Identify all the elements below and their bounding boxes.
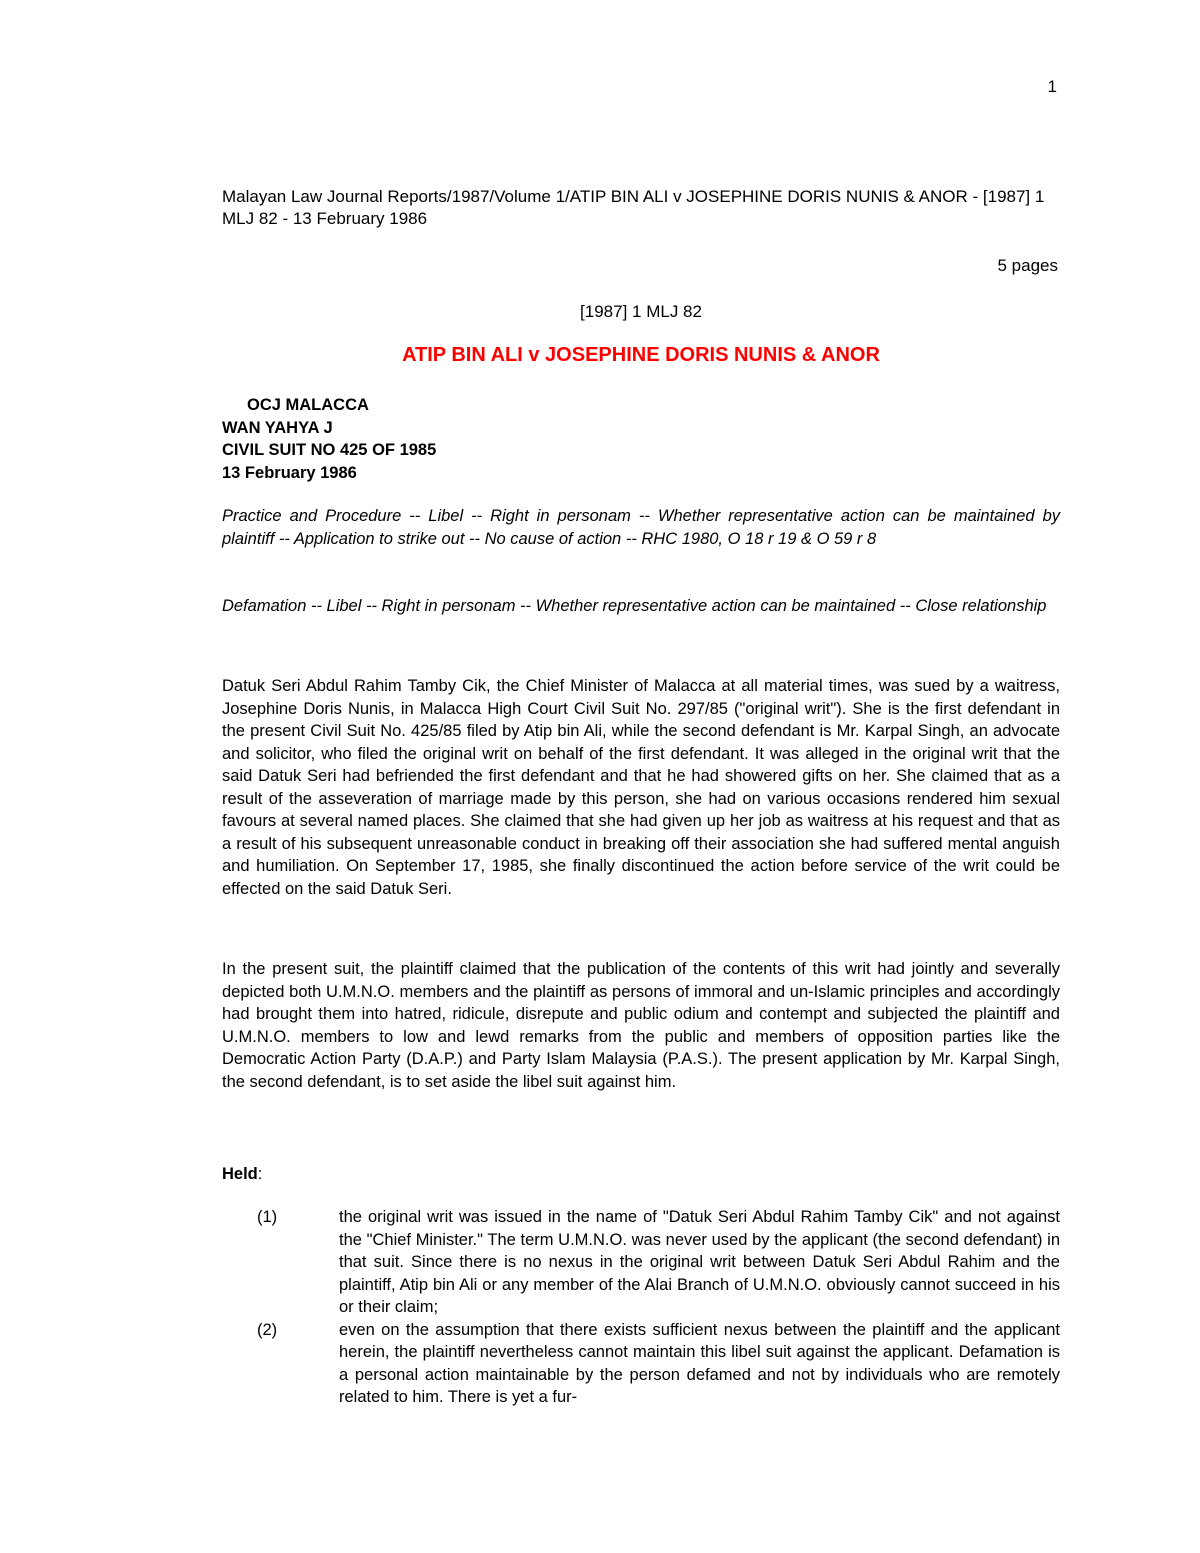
facts-paragraph: Datuk Seri Abdul Rahim Tamby Cik, the Chief Minister of Malacca at all material times, was sued by a waitress, Josephine Doris Nunis, in Malacca High Court Civil Suit No. 297/85 ("original writ"). She is the first defendant in the present Civil Suit No. 425/85 filed by Atip bin Ali, while the second defendant is Mr. Karpal Singh, an advocate and solicitor, who filed the original writ on behalf of the first defendant. It was alleged in the original writ that the said Datuk Seri had befriended the first defendant and that he had showered gifts on her. She claimed that as a result of the asseveration of marriage made by this person, she had on various occasions rendered him sexual favours at several named places. She claimed that she had given up her job as waitress at his request and that as a result of his subsequent unreasonable conduct in breaking off their association she had suffered mental anguish and humiliation. On September 17, 1985, she finally discontinued the action before service of the writ could be effected on the said Datuk Seri. [222,677,1060,898]
judge-name: WAN YAHYA J [222,418,333,437]
pages-count: 5 pages [997,256,1058,275]
page-number: 1 [1047,77,1057,96]
held-item-text: the original writ was issued in the name of "Datuk Seri Abdul Rahim Tamby Cik" and not against the "Chief Minister." The term U.M.N.O. was never used by the applicant (the second defendant) in that suit. Since there is no nexus in the original writ between Datuk Seri Abdul Rahim and the plaintiff, Atip bin Ali or any member of the Alai Branch of U.M.N.O. obviously cannot succeed in his or their claim; [339,1208,1060,1316]
held-list [222,1206,1060,1409]
held-item-number: (2) [257,1320,278,1339]
court-name: OCJ MALACCA [247,396,369,414]
citation: [1987] 1 MLJ 82 [580,302,702,321]
held-colon: : [257,1165,263,1183]
source-line: Malayan Law Journal Reports/1987/Volume 1/ATIP BIN ALI v JOSEPHINE DORIS NUNIS & ANOR - [1987] 1 MLJ 82 - 13 February 1986 [222,187,1045,228]
held-heading [222,1163,262,1186]
claim-paragraph: In the present suit, the plaintiff claimed that the publication of the contents of this writ had jointly and severally depicted both U.M.N.O. members and the plaintiff as persons of immoral and un-Islamic principles and accordingly had brought them into hatred, ridicule, disrepute and public odium and contempt and subjected the plaintiff and U.M.N.O. members to low and lewd remarks from the public and members of opposition parties like the Democratic Action Party (D.A.P.) and Party Islam Malaysia (P.A.S.). The present application by Mr. Karpal Singh, the second defendant, is to set aside the libel suit against him. [222,960,1060,1091]
suit-number: CIVIL SUIT NO 425 OF 1985 [222,441,437,459]
held-item [222,1319,1060,1409]
held-item [222,1206,1060,1319]
held-label: Held [222,1165,258,1183]
held-item-text: even on the assumption that there exists sufficient nexus between the plaintiff and the applicant herein, the plaintiff nevertheless cannot maintain this libel suit against the applicant. Defamation is a personal action maintainable by the person defamed and not by individuals who are remotely related to him. There is yet a fur- [339,1320,1060,1406]
decision-date: 13 February 1986 [222,463,357,482]
held-item-number: (1) [257,1208,278,1226]
catchword-defamation: Defamation -- Libel -- Right in personam -- Whether representative action can be maintained -- Close relationship [222,597,1047,615]
case-title: ATIP BIN ALI v JOSEPHINE DORIS NUNIS & ANOR [402,344,880,366]
court-block [222,394,1060,484]
catchword-practice-procedure: Practice and Procedure -- Libel -- Right in personam -- Whether representative action can be maintained by plaintiff -- Application to strike out -- No cause of action -- RHC 1980, O 18 r 19 & O 59 r 8 [222,507,1060,548]
